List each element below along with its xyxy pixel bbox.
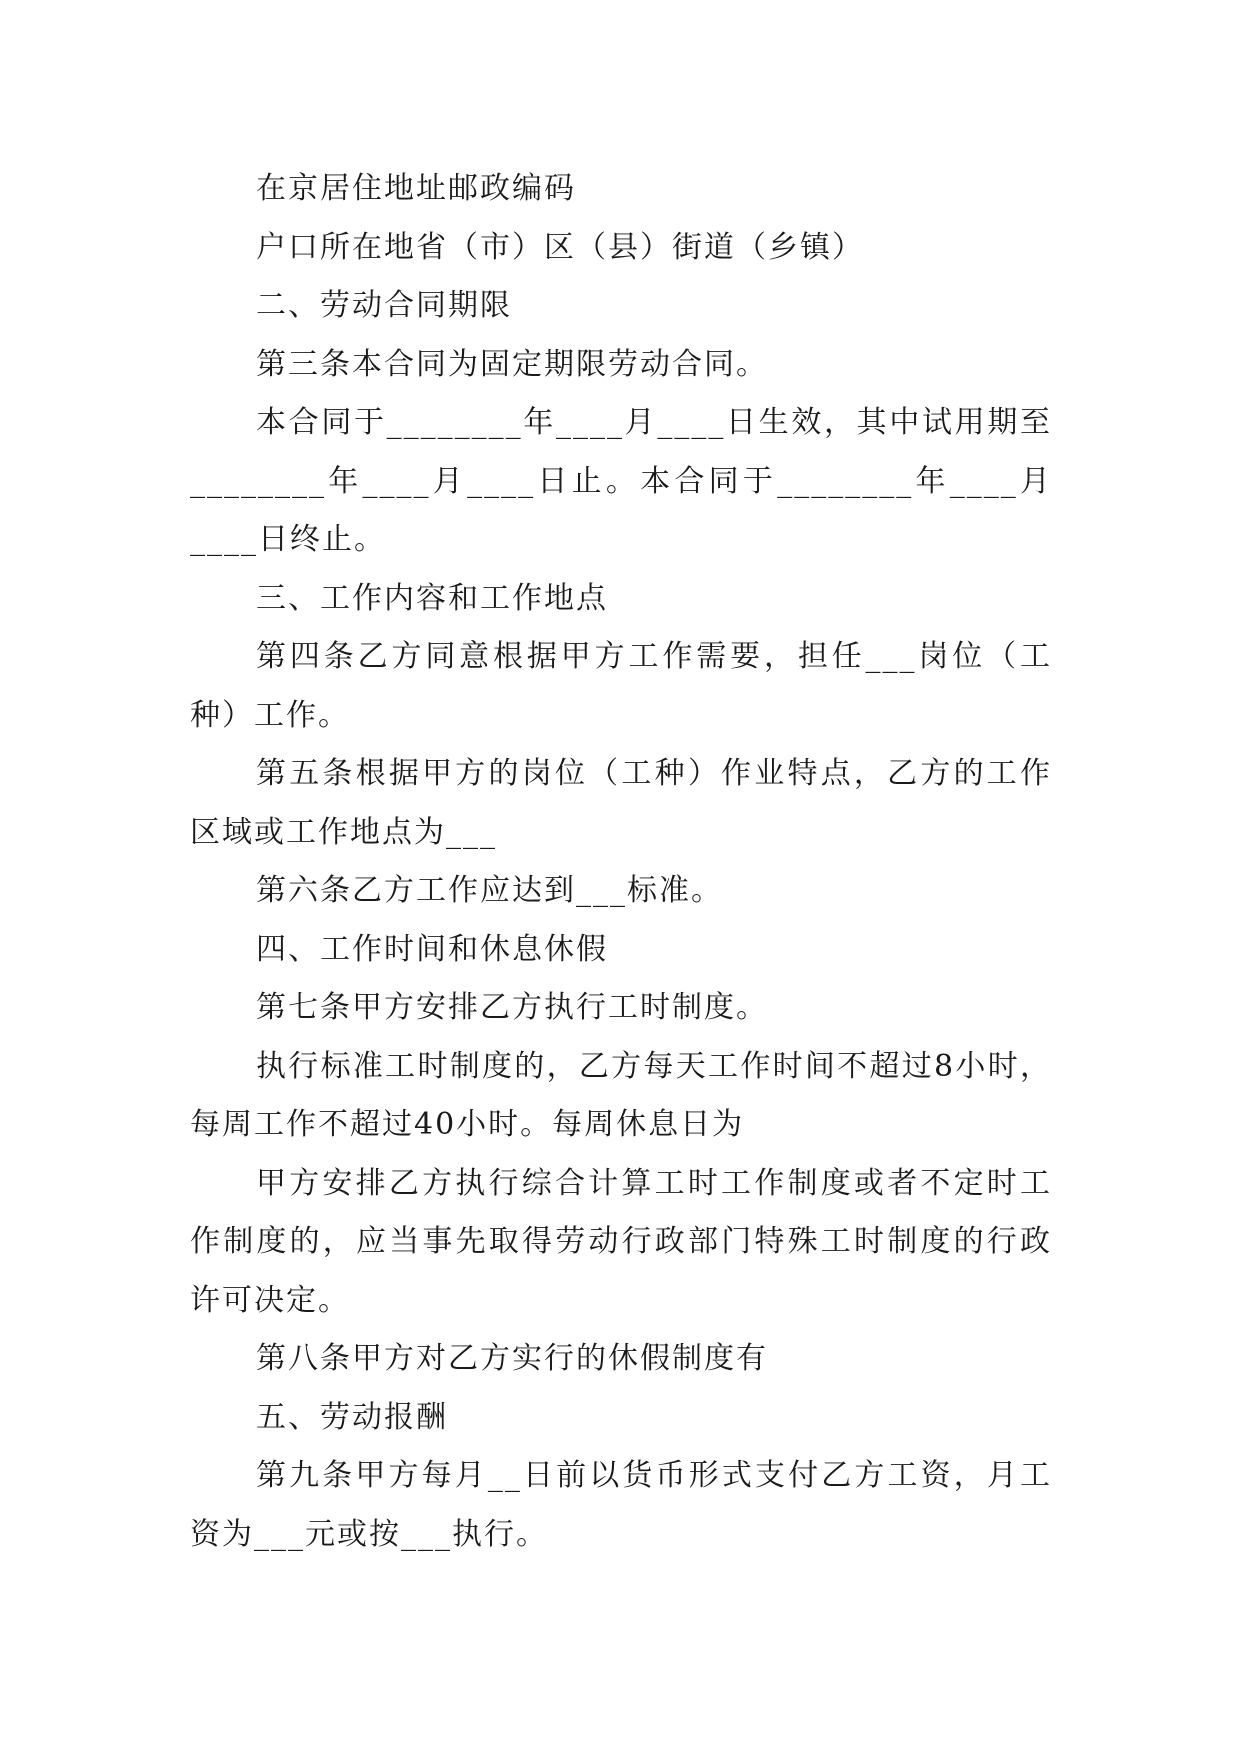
- paragraph-article-3: 第三条本合同为固定期限劳动合同。: [256, 346, 768, 382]
- document-body: [190, 160, 1052, 1564]
- section-heading-working-hours: 四、工作时间和休息休假: [256, 931, 608, 967]
- paragraph-article-5: 第五条根据甲方的岗位（工种）作业特点，乙方的工作区域或工作地点为___: [190, 756, 1052, 850]
- paragraph-special-hours: 甲方安排乙方执行综合计算工时工作制度或者不定时工作制度的，应当事先取得劳动行政部门特殊工时制度的行政许可决定。: [190, 1165, 1052, 1318]
- paragraph-contract-dates: 本合同于________年____月____日生效，其中试用期至________年____月____日止。本合同于________年____月____日终止。: [190, 405, 1052, 557]
- paragraph-article-9: 第九条甲方每月__日前以货币形式支付乙方工资，月工资为___元或按___执行。: [190, 1458, 1052, 1552]
- section-heading-remuneration: 五、劳动报酬: [256, 1399, 448, 1435]
- paragraph-article-8: 第八条甲方对乙方实行的休假制度有: [256, 1341, 768, 1376]
- paragraph-article-6: 第六条乙方工作应达到___标准。: [256, 873, 723, 908]
- paragraph-address-postcode: 在京居住地址邮政编码: [256, 171, 576, 206]
- paragraph-article-7: 第七条甲方安排乙方执行工时制度。: [256, 990, 768, 1025]
- paragraph-standard-hours: 执行标准工时制度的，乙方每天工作时间不超过8小时，每周工作不超过40小时。每周休息日为: [190, 1048, 1052, 1142]
- section-heading-work-content: 三、工作内容和工作地点: [256, 580, 608, 616]
- paragraph-article-4: 第四条乙方同意根据甲方工作需要，担任___岗位（工种）工作。: [190, 639, 1052, 733]
- section-heading-contract-term: 二、劳动合同期限: [256, 288, 512, 323]
- paragraph-household-registration: 户口所在地省（市）区（县）街道（乡镇）: [256, 229, 864, 265]
